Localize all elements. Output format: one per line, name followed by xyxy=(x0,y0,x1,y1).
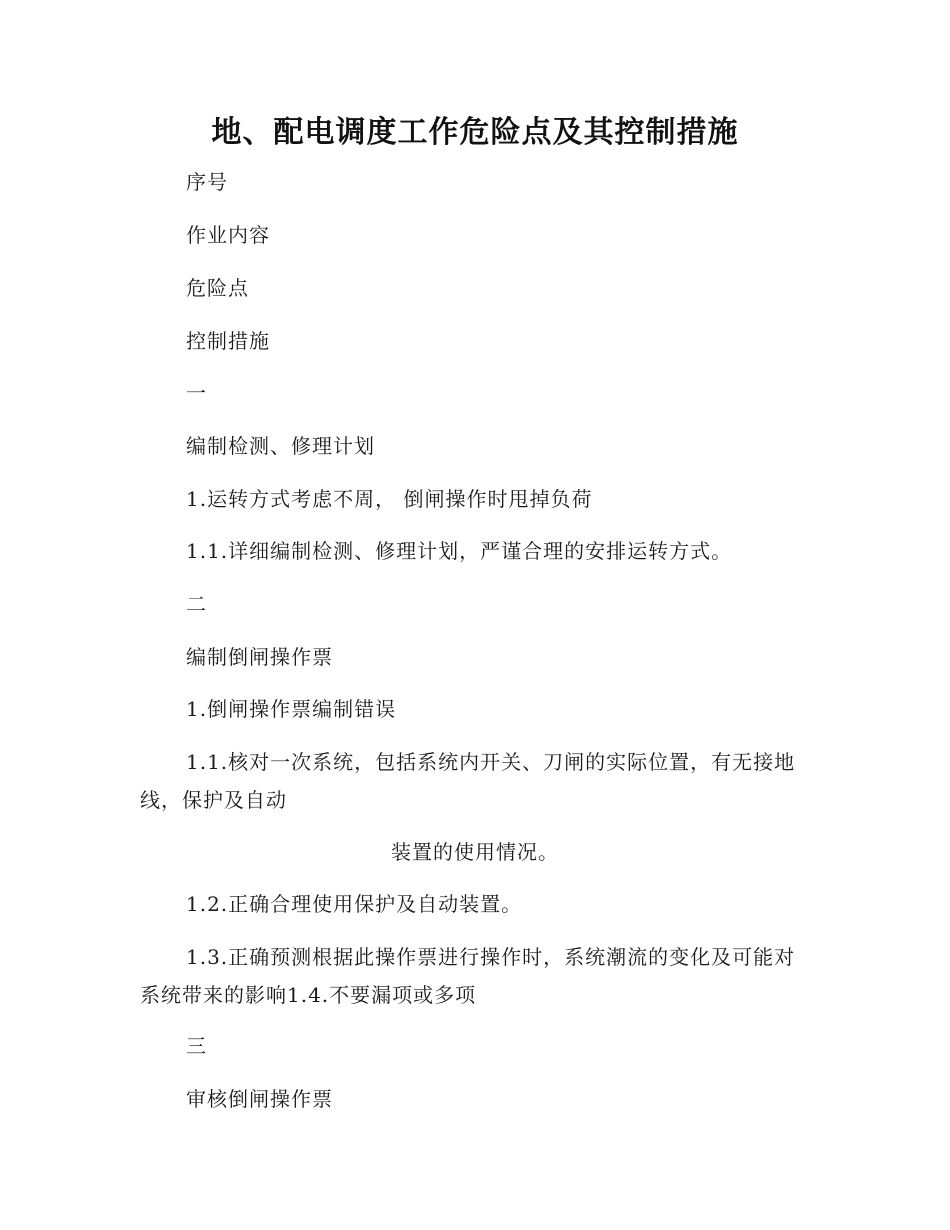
section-number-1: 一 xyxy=(186,381,207,405)
section-number-2: 二 xyxy=(186,592,207,616)
section-task-2: 编制倒闸操作票 xyxy=(186,645,333,669)
section-measure-2-2: 1.2.正确合理使用保护及自动装置。 xyxy=(186,892,523,916)
section-hazard-2: 1.倒闸操作票编制错误 xyxy=(186,697,397,721)
paragraph-serial-header: 序号 xyxy=(186,170,228,194)
section-task-3: 审核倒闸操作票 xyxy=(186,1087,333,1111)
section-task-1: 编制检测、修理计划 xyxy=(186,434,375,458)
section-measure-2-1: 1.1.核对一次系统，包括系统内开关、刀闸的实际位置，有无接地线，保护及自动 xyxy=(140,750,796,812)
section-hazard-1: 1.运转方式考虑不周， 倒闸操作时甩掉负荷 xyxy=(186,487,593,511)
document-title: 地、配电调度工作危险点及其控制措施 xyxy=(211,115,739,150)
section-measure-2-1-continued: 装置的使用情况。 xyxy=(391,840,559,864)
section-measure-1-1: 1.1.详细编制检测、修理计划，严谨合理的安排运转方式。 xyxy=(186,539,733,563)
section-measure-2-3: 1.3.正确预测根据此操作票进行操作时，系统潮流的变化及可能对系统带来的影响1.4.不要漏项或多项 xyxy=(140,945,796,1007)
paragraph-hazard-header: 危险点 xyxy=(186,276,249,300)
section-number-3: 三 xyxy=(186,1034,207,1058)
paragraph-measure-header: 控制措施 xyxy=(186,329,270,353)
paragraph-task-header: 作业内容 xyxy=(186,223,270,247)
